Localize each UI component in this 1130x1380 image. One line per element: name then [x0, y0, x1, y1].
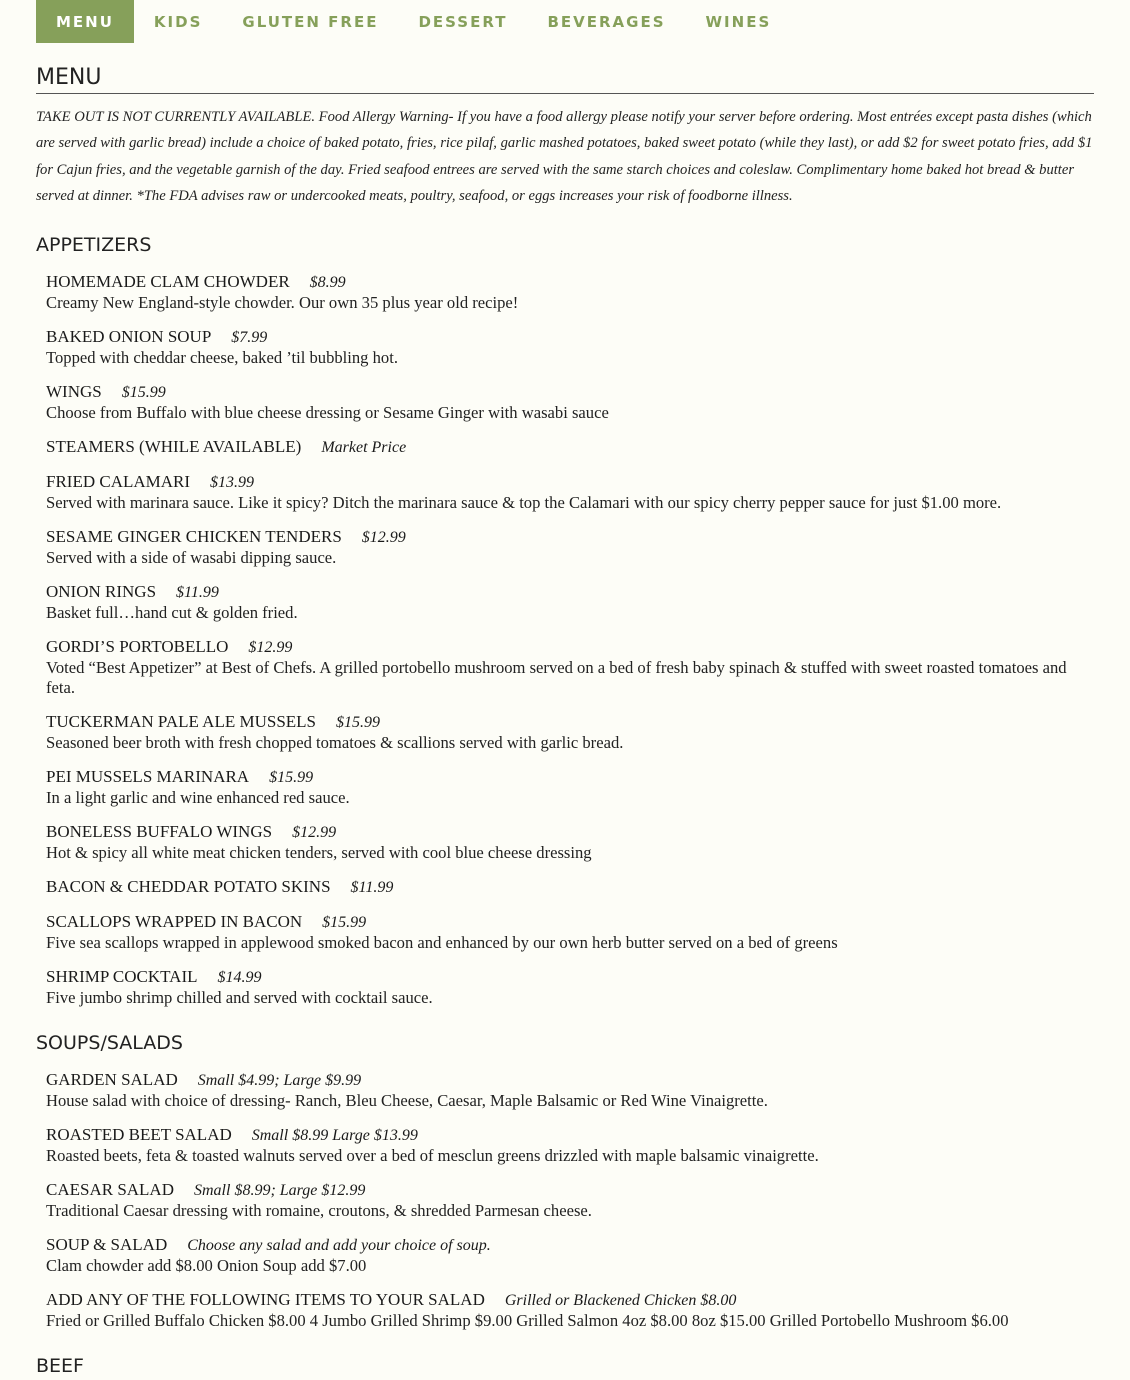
item-description: Seasoned beer broth with fresh chopped tomatoes & scallions served with garlic bread. [46, 732, 624, 752]
item-name: TUCKERMAN PALE ALE MUSSELS [46, 711, 316, 731]
item-price: Grilled or Blackened Chicken $8.00 [504, 1291, 737, 1309]
allergy-notice: TAKE OUT IS NOT CURRENTLY AVAILABLE. Food Allergy Warning- If you have a food allergy please notify your server before ordering. Most entrées except pasta dishes (which are served with garlic bread) include a choice of baked potato, fries, rice pilaf, garlic mashed potatoes, baked sweet potato (while they last), or add $2 for sweet potato fries, add $1 for Cajun fries, and the vegetable garnish of the day. Fried seafood entrees are served with the same starch choices and coleslaw. Complimentary home baked hot bread & butter served at dinner. *The FDA advises raw or undercooked meats, poultry, seafood, or eggs increases your risk of foodborne illness. [36, 109, 1093, 205]
item-name: ROASTED BEET SALAD [46, 1124, 232, 1144]
item-description: Choose from Buffalo with blue cheese dressing or Sesame Ginger with wasabi sauce [46, 402, 609, 422]
item-price: $12.99 [361, 528, 406, 546]
tab-menu[interactable]: MENU [36, 0, 134, 43]
menu-item [46, 1125, 1094, 1166]
item-description: Fried or Grilled Buffalo Chicken $8.00 4 Jumbo Grilled Shrimp $9.00 Grilled Salmon 4oz $8.00 8oz $15.00 Grilled Portobello Mushroom $6.00 [46, 1310, 1009, 1330]
menu-item [46, 582, 1094, 623]
item-price: Small $8.99 Large $13.99 [251, 1126, 418, 1144]
item-price: Small $4.99; Large $9.99 [197, 1071, 362, 1089]
menu-item [46, 967, 1094, 1008]
item-name: GORDI’S PORTOBELLO [46, 636, 229, 656]
menu-item [46, 472, 1094, 513]
item-price: Choose any salad and add your choice of soup. [187, 1236, 491, 1254]
tab-kids[interactable]: KIDS [153, 12, 203, 31]
soups-salads-list [36, 1070, 1094, 1331]
menu-tabs [36, 0, 1094, 43]
tab-wines[interactable]: WINES [705, 12, 772, 31]
item-name: BACON & CHEDDAR POTATO SKINS [46, 876, 331, 896]
item-price: $15.99 [121, 383, 166, 401]
section-title-appetizers: APPETIZERS [36, 233, 152, 256]
item-description: Traditional Caesar dressing with romaine, croutons, & shredded Parmesan cheese. [46, 1200, 592, 1220]
menu-item [46, 1290, 1094, 1331]
menu-item [46, 1235, 1094, 1276]
menu-item [46, 437, 1094, 458]
item-name: SHRIMP COCKTAIL [46, 966, 198, 986]
item-price: $15.99 [336, 713, 380, 731]
item-name: PEI MUSSELS MARINARA [46, 766, 250, 786]
item-name: BONELESS BUFFALO WINGS [46, 821, 273, 841]
menu-item [46, 767, 1094, 808]
page-title: MENU [36, 65, 1094, 94]
menu-item [46, 327, 1094, 368]
menu-item [46, 712, 1094, 753]
item-price: $15.99 [322, 913, 367, 931]
item-description: Five sea scallops wrapped in applewood smoked bacon and enhanced by our own herb butter served on a bed of greens [46, 932, 838, 952]
item-description: Creamy New England-style chowder. Our own 35 plus year old recipe! [46, 292, 519, 312]
item-price: $8.99 [309, 273, 346, 291]
item-description: Five jumbo shrimp chilled and served with cocktail sauce. [46, 987, 433, 1007]
tab-dessert[interactable]: DESSERT [418, 12, 508, 31]
tab-beverages[interactable]: BEVERAGES [547, 12, 666, 31]
item-name: HOMEMADE CLAM CHOWDER [46, 271, 290, 291]
menu-item [46, 272, 1094, 313]
section-title-soups-salads: SOUPS/SALADS [36, 1031, 183, 1054]
item-description: Hot & spicy all white meat chicken tenders, served with cool blue cheese dressing [46, 842, 592, 862]
item-name: WINGS [46, 381, 102, 401]
item-description: Clam chowder add $8.00 Onion Soup add $7.00 [46, 1255, 367, 1275]
item-description: Served with marinara sauce. Like it spicy? Ditch the marinara sauce & top the Calamari with our spicy cherry pepper sauce for just $1.00 more. [46, 492, 1002, 512]
menu-item [46, 912, 1094, 953]
item-price: Market Price [321, 438, 407, 456]
item-price: Small $8.99; Large $12.99 [194, 1181, 366, 1199]
item-price: $13.99 [210, 473, 255, 491]
menu-item [46, 1070, 1094, 1111]
item-price: $11.99 [350, 878, 394, 896]
section-title-beef: BEEF [36, 1354, 84, 1377]
menu-item [46, 877, 1094, 898]
item-price: $14.99 [217, 968, 262, 986]
item-description: Basket full…hand cut & golden fried. [46, 602, 298, 622]
item-description: Topped with cheddar cheese, baked ’til bubbling hot. [46, 347, 398, 367]
item-name: BAKED ONION SOUP [46, 326, 212, 346]
item-name: SCALLOPS WRAPPED IN BACON [46, 911, 303, 931]
menu-item [46, 527, 1094, 568]
item-name: FRIED CALAMARI [46, 471, 191, 491]
item-description: Roasted beets, feta & toasted walnuts served over a bed of mesclun greens drizzled with maple balsamic vinaigrette. [46, 1145, 819, 1165]
appetizers-list [36, 272, 1094, 1008]
item-description: Served with a side of wasabi dipping sauce. [46, 547, 337, 567]
item-price: $12.99 [292, 823, 337, 841]
item-description: In a light garlic and wine enhanced red sauce. [46, 787, 350, 807]
item-price: $12.99 [248, 638, 293, 656]
item-name: CAESAR SALAD [46, 1179, 174, 1199]
menu-item [46, 822, 1094, 863]
tab-gluten-free[interactable]: GLUTEN FREE [242, 12, 379, 31]
item-name: ADD ANY OF THE FOLLOWING ITEMS TO YOUR SALAD [46, 1289, 485, 1309]
item-description: House salad with choice of dressing- Ranch, Bleu Cheese, Caesar, Maple Balsamic or Red Wine Vinaigrette. [46, 1090, 768, 1110]
item-price: $15.99 [269, 768, 314, 786]
item-name: GARDEN SALAD [46, 1069, 178, 1089]
item-price: $7.99 [231, 328, 268, 346]
item-name: SESAME GINGER CHICKEN TENDERS [46, 526, 342, 546]
menu-item [46, 1180, 1094, 1221]
item-description: Voted “Best Appetizer” at Best of Chefs. A grilled portobello mushroom served on a bed of fresh baby spinach & stuffed with sweet roasted tomatoes and feta. [46, 657, 1067, 697]
menu-item [46, 637, 1094, 698]
item-name: ONION RINGS [46, 581, 157, 601]
menu-item [46, 382, 1094, 423]
item-price: $11.99 [176, 583, 219, 601]
item-name: SOUP & SALAD [46, 1234, 168, 1254]
item-name: STEAMERS (WHILE AVAILABLE) [46, 436, 302, 456]
